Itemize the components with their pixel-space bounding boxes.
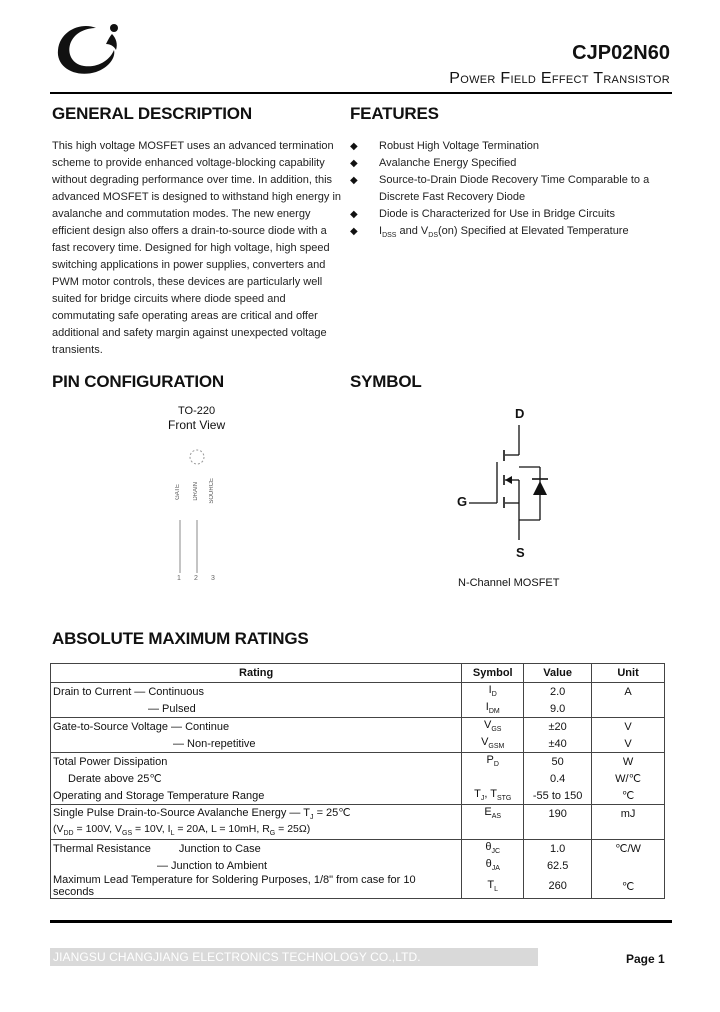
feature-text: Source-to-Drain Diode Recovery Time Comparable to a [379,174,650,186]
desc-line: fast recovery time. Designed for high voltage, high speed [52,242,330,254]
rating-label [51,840,462,858]
rating-unit [592,822,665,840]
rating-value: 9.0 [524,700,592,718]
table-row [51,735,665,753]
feature-text: and V [396,225,429,237]
rating-label: — Pulsed [51,700,462,718]
symbol-text: T [474,788,481,801]
drain-label: D [515,406,525,421]
bullet-icon: ◆ [350,226,358,237]
subscript: JC [491,848,501,856]
desc-line: advanced MOSFET is designed to withstand high energy in [52,191,342,203]
rating-label: Gate-to-Source Voltage — Continue [51,718,462,736]
table-row [51,753,665,771]
desc-line: transients. [52,344,103,356]
table-row [51,787,665,805]
label-text: Junction to Case [178,842,261,855]
rating-value: 190 [524,805,592,823]
pin-number: 2 [194,575,198,582]
symbol-text: V [484,719,492,732]
feature-text: Avalanche Energy Specified [379,157,517,169]
rating-value [524,822,592,840]
label-text: = 10V, I [132,823,171,836]
symbol-text: T [487,878,495,891]
subscript: G [269,830,276,838]
rating-unit: ℃ [592,874,665,899]
rating-label: Derate above 25℃ [51,770,462,787]
rating-unit: W [592,753,665,771]
table-row [51,718,665,736]
table-row [51,874,665,899]
rating-symbol [462,683,524,701]
pin-config-title: PIN CONFIGURATION [52,372,224,391]
subscript: GS [491,726,502,734]
symbol-text: V [481,736,489,749]
rating-symbol [462,753,524,771]
pin-number: 1 [177,575,181,582]
feature-text: I [379,225,383,237]
rating-label: — Junction to Ambient [51,857,462,874]
symbol-text: θ [485,841,492,854]
rating-value: -55 to 150 [524,787,592,805]
package-view: Front View [168,418,226,432]
rating-symbol [462,718,524,736]
rating-unit [592,700,665,718]
table-row [51,683,665,701]
pin-number: 3 [211,575,215,582]
rating-unit: ℃/W [592,840,665,858]
symbol-text: θ [485,858,492,871]
label-text: Thermal Resistance [53,842,151,855]
rating-unit: W/℃ [592,770,665,787]
rating-value: 2.0 [524,683,592,701]
table-row [51,805,665,823]
features-list [350,138,670,244]
subscript: J [310,814,314,822]
col-header: Unit [592,664,665,683]
rating-unit [592,857,665,874]
feature-item [350,155,670,172]
rating-unit: V [592,718,665,736]
symbol-caption: N-Channel MOSFET [458,577,560,589]
rating-unit: V [592,735,665,753]
label-text: = 20A, L = 10mH, R [174,823,270,836]
subscript: DD [63,830,74,838]
rating-label: Drain to Current — Continuous [51,683,462,701]
table-row [51,700,665,718]
feature-text: Robust High Voltage Termination [379,140,540,152]
desc-line: switching applications in power supplies, converters and [52,259,326,271]
rating-symbol [462,700,524,718]
rating-symbol [462,822,524,840]
pin-label-gate: GATE [175,484,181,500]
rating-value: 1.0 [524,840,592,858]
rating-symbol [462,735,524,753]
subscript: L [170,830,175,838]
ratings-table [50,663,665,899]
table-row [51,857,665,874]
rating-unit: ℃ [592,787,665,805]
rating-label [51,805,462,823]
subscript: AS [491,813,502,821]
subscript: L [494,886,499,894]
label-text: = 25Ω) [275,823,311,836]
symbol-text: I [485,701,489,714]
desc-line: This high voltage MOSFET uses an advanced termination [52,140,334,152]
rating-symbol [462,874,524,899]
rating-symbol [462,770,524,787]
rating-unit: A [592,683,665,701]
pin-label-drain: DRAIN [193,482,199,501]
feature-item [350,223,670,244]
col-header: Symbol [462,664,524,683]
feature-item [350,172,670,206]
label-text: (V [53,823,64,836]
label-text: = 100V, V [73,823,122,836]
symbol-text: P [486,754,494,767]
rating-label: — Non-repetitive [51,735,462,753]
col-header: Rating [51,664,462,683]
subscript: J [480,795,485,803]
subscript: GSM [488,743,505,751]
rating-conditions [51,822,462,840]
rating-unit: mJ [592,805,665,823]
rating-value: 50 [524,753,592,771]
desc-line: without degrading performance over time. In addition, this [52,174,333,186]
feature-text: Diode is Characterized for Use in Bridge Circuits [379,208,615,220]
part-number: CJP02N60 [572,42,670,64]
rating-value: 62.5 [524,857,592,874]
symbol-text: I [488,684,492,697]
rating-label: Total Power Dissipation [51,753,462,771]
col-header: Value [524,664,592,683]
rating-label: Maximum Lead Temperature for Soldering Purposes, 1/8" from case for 10 seconds [51,874,462,899]
features-title: FEATURES [350,104,439,123]
desc-line: commutating safe operating areas are critical and offer [52,310,318,322]
general-description-title: GENERAL DESCRIPTION [52,104,252,123]
rating-symbol [462,787,524,805]
document-subtitle [449,70,670,88]
feature-text: (on) Specified at Elevated Temperature [438,225,629,237]
label-text: Single Pulse Drain-to-Source Avalanche Energy — T [53,806,311,819]
desc-line: PWM motor controls, these devices are particularly well [52,276,323,288]
subtitle-text: Power Field Effect Transistor [449,70,670,87]
subscript: DM [488,708,500,716]
desc-line: suited for bridge circuits where diode speed and [52,293,286,305]
table-row [51,770,665,787]
rating-value: ±40 [524,735,592,753]
rating-symbol [462,840,524,858]
bullet-icon: ◆ [350,141,358,152]
ratings-title: ABSOLUTE MAXIMUM RATINGS [52,629,309,648]
desc-line: efficient design also offers a drain-to-source diode with a [52,225,327,237]
subscript: D [493,761,499,769]
table-header-row [51,664,665,683]
rating-value: ±20 [524,718,592,736]
subscript: DSS [382,232,397,240]
footer-rule [50,920,672,923]
label-text: = 25℃ [313,806,351,819]
rating-symbol [462,857,524,874]
general-description-text [52,138,344,359]
page-number: Page 1 [626,952,665,966]
rating-value: 260 [524,874,592,899]
bullet-icon: ◆ [350,209,358,220]
package-name: TO-220 [178,405,216,417]
desc-line: avalanche and commutation modes. The new energy [52,208,311,220]
desc-line: scheme to provide enhanced voltage-blocking capability [52,157,325,169]
company-logo [52,20,124,78]
subscript: D [491,691,497,699]
subscript: DS [428,232,439,240]
mosfet-symbol [455,405,575,565]
table-row [51,822,665,840]
symbol-text: , T [484,788,497,801]
symbol-title: SYMBOL [350,372,422,391]
footer-company: JIANGSU CHANGJIANG ELECTRONICS TECHNOLOGY CO.,LTD. [53,950,421,964]
rating-symbol [462,805,524,823]
feature-item [350,206,670,223]
rating-value: 0.4 [524,770,592,787]
rating-label: Operating and Storage Temperature Range [51,787,462,805]
source-label: S [516,545,525,560]
to220-package-drawing [160,445,240,590]
table-row [51,840,665,858]
bullet-icon: ◆ [350,175,358,186]
subscript: STG [496,795,512,803]
feature-item [350,138,670,155]
pin-label-source: SOURCE [209,478,215,504]
header-rule [50,92,672,94]
subscript: JA [491,865,500,873]
feature-text-cont: Discrete Fast Recovery Diode [379,191,526,203]
symbol-text: E [484,806,492,819]
subscript: GS [122,830,133,838]
bullet-icon: ◆ [350,158,358,169]
gate-label: G [457,494,468,509]
desc-line: additional and safety margin against unexpected voltage [52,327,327,339]
